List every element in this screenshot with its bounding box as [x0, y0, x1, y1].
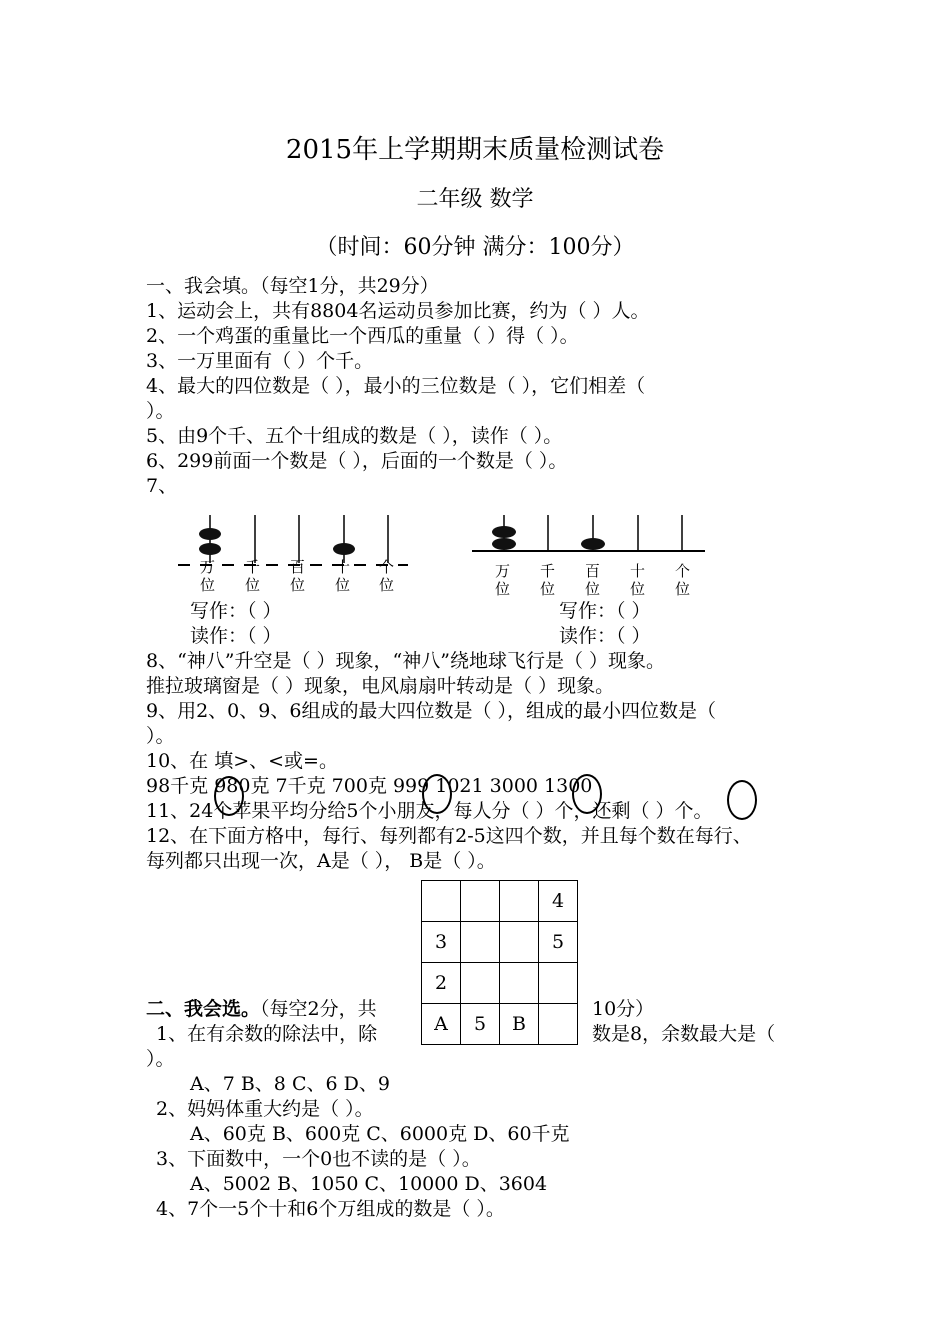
- question-2-3: 3、下面数中，一个0也不读的是（ ）。: [156, 1148, 481, 1170]
- abacus-left-label: 十位: [335, 558, 351, 594]
- grid-cell: 3: [422, 922, 461, 963]
- abacus-right-label: 个位: [675, 562, 691, 598]
- grid-cell: [500, 963, 539, 1004]
- question-2-1: 1、在有余数的除法中，除: [156, 1023, 378, 1045]
- grid-cell: 2: [422, 963, 461, 1004]
- question-2-4: 4、7个一5个十和6个万组成的数是（ ）。: [156, 1198, 505, 1220]
- number-grid: [421, 880, 578, 1045]
- question-1-4-end: ）。: [146, 400, 175, 422]
- question-1-4: 4、最大的四位数是（ ），最小的三位数是（ ），它们相差（: [146, 375, 646, 397]
- question-1-1: 1、运动会上，共有8804名运动员参加比赛，约为（ ）人。: [146, 300, 650, 322]
- question-2-1-cont: 数是8，余数最大是（: [592, 1023, 776, 1045]
- abacus-left-label: 万位: [200, 558, 216, 594]
- compare-circle[interactable]: [727, 780, 757, 820]
- question-1-8: 8、“神八”升空是（ ）现象，“神八”绕地球飞行是（ ）现象。: [146, 650, 666, 672]
- page-subtitle: 二年级 数学: [416, 187, 534, 212]
- abacus-right-label: 十位: [630, 562, 646, 598]
- grid-cell: [500, 922, 539, 963]
- section1-heading: 一、我会填。（每空1分，共29分）: [146, 275, 439, 297]
- question-2-1-options: A、7 B、8 C、6 D、9: [190, 1073, 390, 1095]
- question-1-11: 11、24个苹果平均分给5个小朋友，每人分（ ）个，还剩（ ）个。: [146, 800, 713, 822]
- grid-cell: [422, 881, 461, 922]
- abacus-left-label: 千位: [245, 558, 261, 594]
- question-1-9-end: ）。: [146, 725, 175, 747]
- abacus-right-label: 千位: [540, 562, 556, 598]
- question-1-12: 12、在下面方格中，每行、每列都有2-5这四个数，并且每个数在每行、: [146, 825, 752, 847]
- question-1-8-cont: 推拉玻璃窗是（ ）现象，电风扇扇叶转动是（ ）现象。: [146, 675, 615, 697]
- question-2-2: 2、妈妈体重大约是（ ）。: [156, 1098, 374, 1120]
- abacus-right-label: 百位: [585, 562, 601, 598]
- compare-circle[interactable]: [422, 774, 452, 814]
- compare-circle[interactable]: [572, 774, 602, 814]
- grid-cell: [461, 922, 500, 963]
- grid-cell: [461, 963, 500, 1004]
- abacus-right-write: 写作：（ ）: [559, 600, 651, 622]
- compare-circle[interactable]: [214, 776, 244, 816]
- grid-cell: [461, 881, 500, 922]
- question-2-1-end: ）。: [146, 1048, 175, 1070]
- grid-cell: 4: [539, 881, 578, 922]
- abacus-left-label: 百位: [290, 558, 306, 594]
- section2-heading-tail: 10分）: [592, 998, 655, 1020]
- abacus-left-write: 写作：（ ）: [190, 600, 282, 622]
- question-1-7: 7、: [146, 475, 178, 497]
- grid-cell: A: [422, 1004, 461, 1045]
- grid-cell: [500, 881, 539, 922]
- section2-heading: [146, 997, 377, 1021]
- abacus-right-read: 读作：（ ）: [559, 625, 651, 647]
- question-2-3-options: A、5002 B、1050 C、10000 D、3604: [190, 1173, 548, 1195]
- abacus-right-label: 万位: [495, 562, 511, 598]
- time-info: （时间：60分钟 满分：100分）: [315, 235, 635, 260]
- abacus-left-label: 个位: [379, 558, 395, 594]
- question-1-3: 3、一万里面有（ ）个千。: [146, 350, 374, 372]
- question-1-9: 9、用2、0、9、6组成的最大四位数是（ ），组成的最小四位数是（: [146, 700, 716, 722]
- question-1-12-cont: 每列都只出现一次，A是（ ）， B是（ ）。: [146, 850, 496, 872]
- grid-cell: 5: [539, 922, 578, 963]
- grid-cell: [539, 963, 578, 1004]
- question-1-6: 6、299前面一个数是（ ），后面的一个数是（ ）。: [146, 450, 568, 472]
- grid-cell: B: [500, 1004, 539, 1045]
- question-1-5: 5、由9个千、五个十组成的数是（ ），读作（ ）。: [146, 425, 563, 447]
- grid-cell: 5: [461, 1004, 500, 1045]
- question-1-10: 10、在 填>、<或=。: [146, 750, 338, 772]
- question-1-10-items: 98千克 980克 7千克 700克 999 1021 3000 1300: [146, 775, 593, 797]
- abacus-left-read: 读作：（ ）: [190, 625, 282, 647]
- right-abacus: [472, 515, 705, 551]
- question-1-2: 2、一个鸡蛋的重量比一个西瓜的重量（ ）得（ ）。: [146, 325, 579, 347]
- page-title: 2015年上学期期末质量检测试卷: [285, 135, 665, 165]
- section2-heading-bold: 二、我会选。: [146, 998, 261, 1020]
- question-2-2-options: A、60克 B、600克 C、6000克 D、60千克: [190, 1123, 570, 1145]
- section2-heading-rest: （每空2分，共: [260, 998, 377, 1020]
- grid-cell: [539, 1004, 578, 1045]
